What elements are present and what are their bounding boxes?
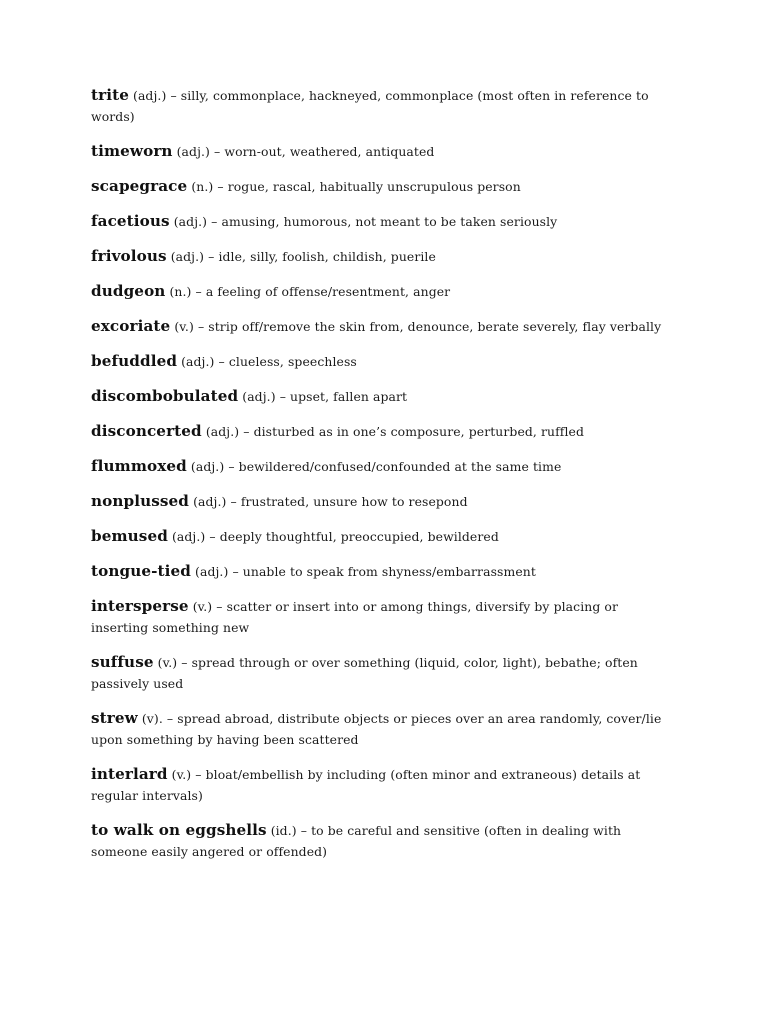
entry-part-of-speech: (id.) [270,823,297,838]
vocab-entry [91,211,671,232]
vocab-entry [91,281,671,302]
entry-part-of-speech: (adj.) [173,214,208,229]
entry-definition: – spread abroad, distribute objects or pieces over an area randomly, cover/lie upon something by having been scattered [91,711,662,747]
entry-definition: – frustrated, unsure how to resepond [230,494,468,509]
entry-part-of-speech: (v.) [157,655,178,670]
vocab-entry [91,246,671,267]
entry-part-of-speech: (adj.) [133,88,167,103]
entry-definition: – rogue, rascal, habitually unscrupulous person [217,179,521,194]
entry-definition: – scatter or insert into or among things, diversify by placing or inserting something new [91,599,618,635]
entry-part-of-speech: (adj.) [181,354,215,369]
vocab-entry [91,386,671,407]
entry-part-of-speech: (adj.) [171,529,206,544]
entry-term: frivolous [91,247,167,265]
vocab-entry [91,764,671,806]
entry-part-of-speech: (adj.) [242,389,276,404]
vocab-entry [91,421,671,442]
entry-part-of-speech: (adj.) [195,564,229,579]
entry-definition: – spread through or over something (liquid, color, light), bebathe; often passively used [91,655,638,691]
entry-term: dudgeon [91,282,166,300]
entry-term: tongue-tied [91,562,191,580]
vocab-entry [91,456,671,477]
entry-part-of-speech: (adj.) [176,144,210,159]
entry-term: strew [91,709,138,727]
entry-definition: – bloat/embellish by including (often minor and extraneous) details at regular intervals) [91,767,641,803]
entry-definition: – deeply thoughtful, preoccupied, bewildered [209,529,499,544]
entry-part-of-speech: (adj.) [205,424,240,439]
vocab-entry [91,526,671,547]
entry-part-of-speech: (v.) [171,767,192,782]
entry-definition: – strip off/remove the skin from, denounce, berate severely, flay verbally [197,319,662,334]
entry-definition: – idle, silly, foolish, childish, puerile [208,249,436,264]
vocab-entry [91,708,671,750]
entry-term: timeworn [91,142,173,160]
vocab-entry [91,820,671,862]
entry-term: intersperse [91,597,189,615]
entry-term: to walk on eggshells [91,821,267,839]
entry-term: befuddled [91,352,178,370]
entry-term: excoriate [91,317,171,335]
vocab-entry [91,176,671,197]
entry-part-of-speech: (adj.) [193,494,227,509]
vocab-entry [91,561,671,582]
entry-part-of-speech: (v). [141,711,163,726]
vocab-entry [91,652,671,694]
entry-definition: – upset, fallen apart [279,389,408,404]
entry-definition: – to be careful and sensitive (often in dealing with someone easily angered or offended) [91,823,622,859]
entry-definition: – a feeling of offense/resentment, anger [195,284,451,299]
vocab-entry [91,316,671,337]
entry-term: flummoxed [91,457,187,475]
vocab-entry [91,85,671,127]
entry-term: trite [91,86,129,104]
entry-definition: – amusing, humorous, not meant to be taken seriously [211,214,558,229]
entry-definition: – clueless, speechless [218,354,357,369]
entry-term: discombobulated [91,387,239,405]
entry-part-of-speech: (v.) [174,319,194,334]
vocab-entry [91,351,671,372]
entry-part-of-speech: (v.) [192,599,213,614]
entry-definition: – silly, commonplace, hackneyed, commonplace (most often in reference to words) [91,88,649,124]
vocabulary-list [91,85,671,876]
entry-term: bemused [91,527,168,545]
entry-definition: – unable to speak from shyness/embarrassment [232,564,536,579]
vocab-entry [91,491,671,512]
vocab-entry [91,141,671,162]
entry-part-of-speech: (n.) [169,284,192,299]
entry-term: facetious [91,212,170,230]
entry-definition: – worn-out, weathered, antiquated [214,144,435,159]
vocab-entry [91,596,671,638]
entry-term: interlard [91,765,168,783]
entry-part-of-speech: (adj.) [170,249,205,264]
entry-part-of-speech: (adj.) [190,459,225,474]
entry-term: scapegrace [91,177,188,195]
entry-definition: – bewildered/confused/confounded at the same time [228,459,562,474]
entry-term: disconcerted [91,422,202,440]
entry-term: suffuse [91,653,154,671]
entry-definition: – disturbed as in one’s composure, perturbed, ruffled [243,424,584,439]
entry-part-of-speech: (n.) [191,179,214,194]
entry-term: nonplussed [91,492,190,510]
